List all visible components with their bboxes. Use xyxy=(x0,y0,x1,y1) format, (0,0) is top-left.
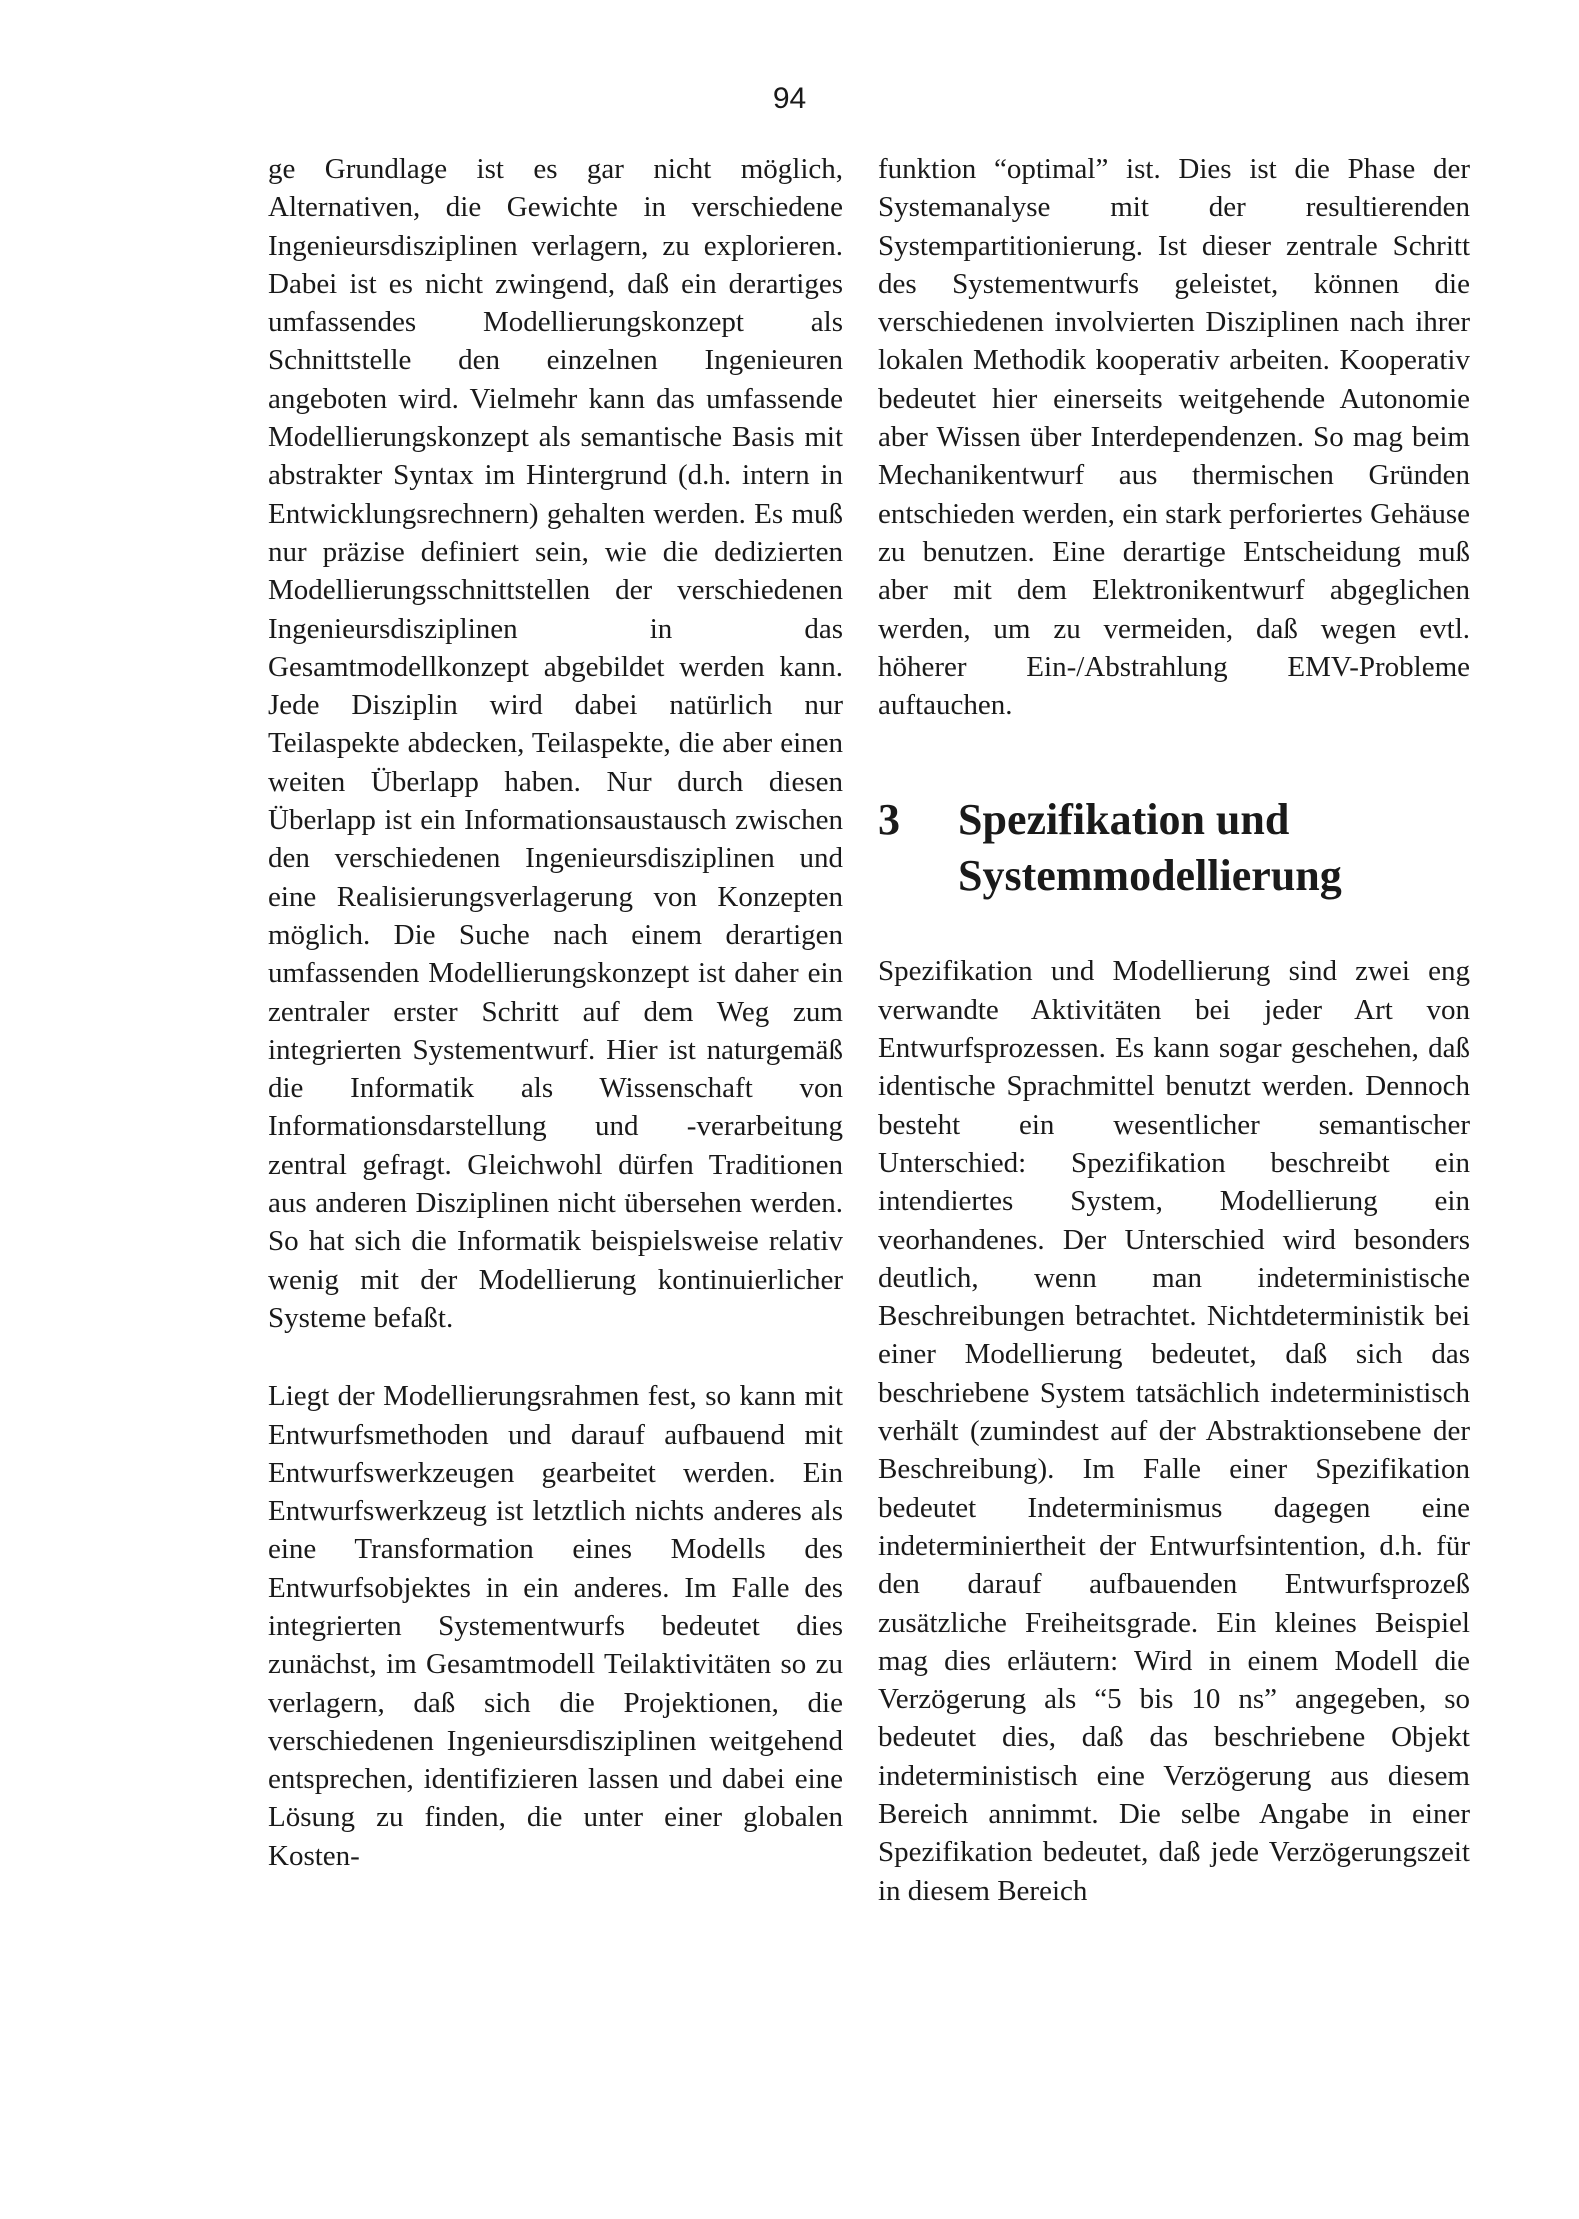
section-title: Spezifikation und Systemmodellierung xyxy=(958,795,1342,901)
section-number: 3 xyxy=(878,795,900,845)
left-paragraph-1: ge Grundlage ist es gar nicht möglich, Alternativen, die Gewichte in verschiedene Ingenieursdisziplinen verlagern, zu explorieren. Dabei ist es nicht zwingend, daß ein derartiges umfassendes Modellierungskonzept als Schnittstelle den einzelnen Ingenieuren angeboten wird. Vielmehr kann das umfassende Modellierungskonzept als semantische Basis mit abstrakter Syntax im Hintergrund (d.h. intern in Entwicklungsrechnern) gehalten werden. Es muß nur präzise definiert sein, wie die dedizierten Modellierungsschnittstellen der verschiedenen Ingenieursdisziplinen in das Gesamtmodellkonzept abgebildet werden kann. Jede Disziplin wird dabei natürlich nur Teilaspekte abdecken, Teilaspekte, die aber einen weiten Überlapp haben. Nur durch diesen Überlapp ist ein Informationsaustausch zwischen den verschiedenen Ingenieursdisziplinen und eine Realisierungsverlagerung von Konzepten möglich. Die Suche nach einem derartigen umfassenden Modellierungskonzept ist daher ein zentraler erster Schritt auf dem Weg zum integrierten Systementwurf. Hier ist naturgemäß die Informatik als Wissenschaft von Informationsdarstellung und -verarbeitung zentral gefragt. Gleichwohl dürfen Traditionen aus anderen Disziplinen nicht übersehen werden. So hat sich die Informatik beispielsweise relativ wenig mit der Modellierung kontinuierlicher Systeme befaßt. xyxy=(268,153,843,1334)
section-heading xyxy=(878,792,1470,904)
page-number: 94 xyxy=(772,82,807,115)
left-paragraph-2: Liegt der Modellierungsrahmen fest, so kann mit Entwurfsmethoden und darauf aufbauend mit Entwurfswerkzeugen gearbeitet werden. Ein Entwurfswerkzeug ist letztlich nichts anderes als eine Transformation eines Modells des Entwurfsobjektes in ein anderes. Im Falle des integrierten Systementwurfs bedeutet dies zunächst, im Gesamtmodell Teilaktivitäten so zu verlagern, daß sich die Projektionen, die verschiedenen Ingenieursdisziplinen weitgehend entsprechen, identifizieren lassen und dabei eine Lösung zu finden, die unter einer globalen Kosten- xyxy=(268,1380,843,1872)
right-paragraph-bottom: Spezifikation und Modellierung sind zwei eng verwandte Aktivitäten bei jeder Art von Entwurfsprozessen. Es kann sogar geschehen, daß identische Sprachmittel benutzt werden. Dennoch besteht ein wesentlicher semantischer Unterschied: Spezifikation beschreibt ein intendiertes System, Modellierung ein veorhandenes. Der Unterschied wird besonders deutlich, wenn man indeterministische Beschreibungen betrachtet. Nichtdeterministik bei einer Modellierung bedeutet, daß sich das beschriebene System tatsächlich indeterministisch verhält (zumindest auf der Abstraktionsebene der Beschreibung). Im Falle einer Spezifikation bedeutet Indeterminismus dagegen eine indeterminiertheit der Entwurfsintention, d.h. für den darauf aufbauenden Entwurfsprozeß zusätzliche Freiheitsgrade. Ein kleines Beispiel mag dies erläutern: Wird in einem Modell die Verzögerung als “5 bis 10 ns” angegeben, so bedeutet dies, daß das beschriebene Objekt indeterministisch eine Verzögerung aus diesem Bereich annimmt. Die selbe Angabe in einer Spezifikation bedeutet, daß jede Verzögerungszeit in diesem Bereich xyxy=(878,955,1470,1907)
right-paragraph-top: funktion “optimal” ist. Dies ist die Phase der Systemanalyse mit der resultierenden Systempartitionierung. Ist dieser zentrale Schritt des Systementwurfs geleistet, können die verschiedenen involvierten Disziplinen nach ihrer lokalen Methodik kooperativ arbeiten. Kooperativ bedeutet hier einerseits weitgehende Autonomie aber Wissen über Interdependenzen. So mag beim Mechanikentwurf aus thermischen Gründen entschieden werden, ein stark perforiertes Gehäuse zu benutzen. Eine derartige Entscheidung muß aber mit dem Elektronikentwurf abgeglichen werden, um zu vermeiden, daß wegen evtl. höherer Ein-/Abstrahlung EMV-Probleme auftauchen. xyxy=(878,153,1470,722)
right-column xyxy=(878,150,1470,1910)
left-column xyxy=(268,150,843,1875)
